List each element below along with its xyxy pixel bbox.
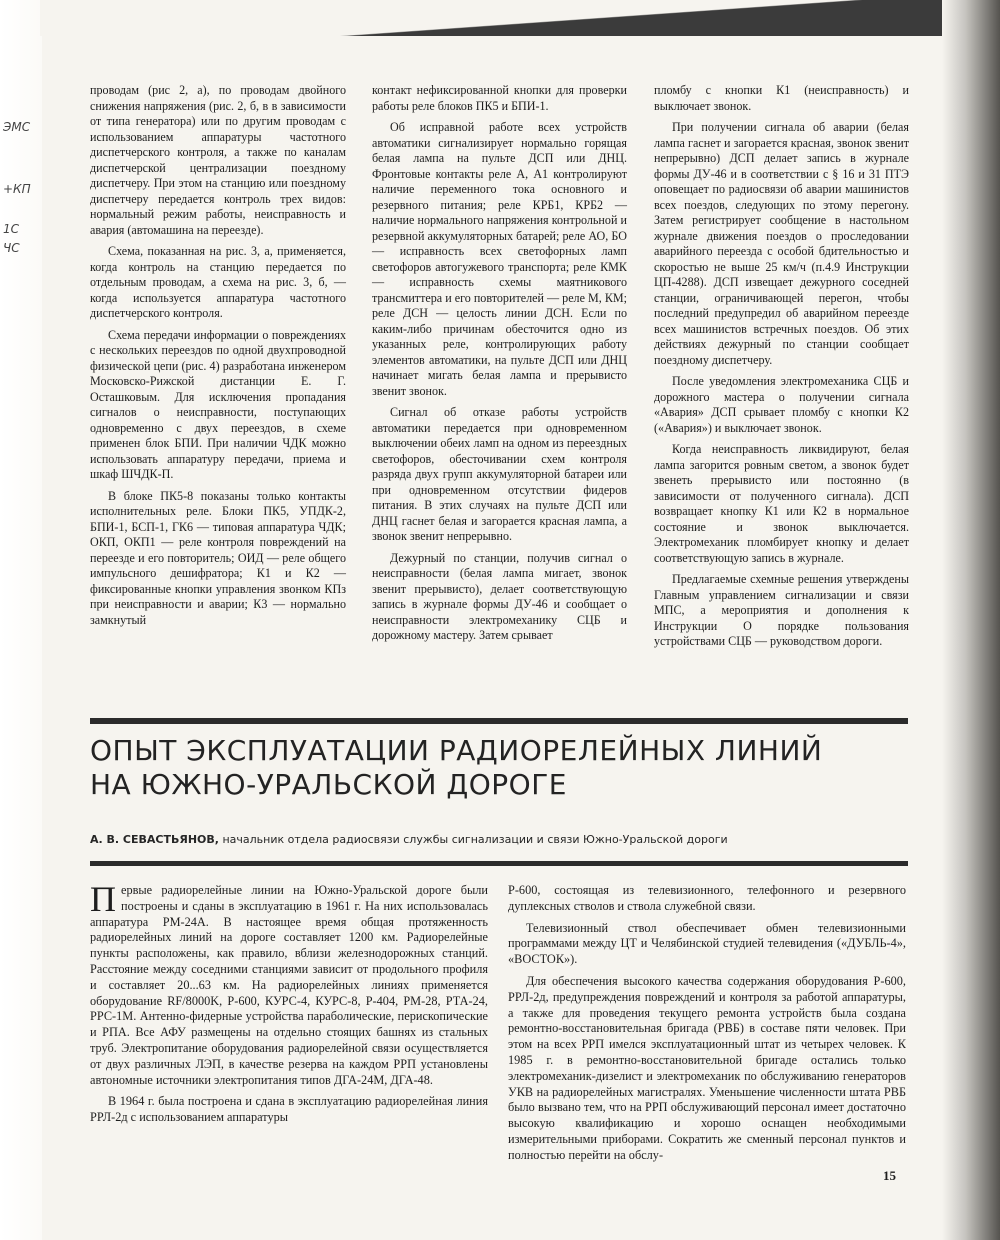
column-1 [90,83,346,634]
paragraph [90,879,488,1088]
paragraph: Р-600, состоящая из телевизионного, телефонного и резервного дуплексных стволов и ствола служебной связи. [508,883,906,913]
paragraph: Когда неисправность ликвидируют, белая лампа загорится ровным светом, а звонок будет звенеть прерывисто или постоянно (в зависимости от полученного сигнала). ДСП возвращает кнопку К1 или К2 в нормальное состояние и звонок выключается. Электромеханик пломбирует кнопку и делает соответствующую запись в журнале. [654,442,909,565]
paragraph: Предлагаемые схемные решения утверждены Главным управлением сигнализации и связи МПС, а мероприятия и дополнения к Инструкции О порядке пользования устройствами СЦБ — руководством дороги. [654,572,909,648]
article-column-right [508,883,906,1170]
paragraph: Телевизионный ствол обеспечивает обмен телевизионными программами между ЦТ и Челябинской студией телевидения («ДУБЛЬ-4», «ВОСТОК»). [508,920,906,967]
margin-note: ЧС [3,241,20,255]
column-3 [654,83,909,656]
scan-right-shadow [942,0,1000,1240]
paragraph: Сигнал об отказе работы устройств автоматики передается при одновременном выключении обеих ламп на одном из переездных светофоров, обесточивании схем контроля разряда двух групп аккумуляторной батареи или при одновременном отсутствии фидеров питания. В этих случаях на пульте ДСП или ДНЦ гаснет белая и загорается красная лампа, а звонок звенит непрерывно. [372,405,627,543]
article-title [90,734,910,802]
paragraph: После уведомления электромеханика СЦБ и дорожного мастера о получении сигнала «Авария» ДСП срывает пломбу с кнопки К2 («Авария») и выключает звонок. [654,374,909,435]
margin-note: +КП [3,182,31,196]
paragraph: В блоке ПК5-8 показаны только контакты исполнительных реле. Блоки ПК5, УПДК-2, БПИ-1, БСП-1, ГК6 — типовая аппаратура ЧДК; ОКП, ОКП1 — реле контроля повреждений на переезде и его повторитель; ОИД — реле общего импульсного дешифратора; К1 и К2 — фиксированные кнопки управления звонком КПз при неисправности и аварии; К3 — нормально замкнутый [90,488,346,627]
paragraph: контакт нефиксированной кнопки для проверки работы реле блоков ПК5 и БПИ-1. [372,83,627,113]
margin-note: 1С [3,222,20,236]
paragraph: проводам (рис 2, а), по проводам двойного снижения напряжения (рис. 2, б, в в зависимости от типа генератора) или по другим проводам с использованием аппаратуры частотного диспетчерского контроля, а также по каналам диспетчерской централизации поездному диспетчеру. При этом на станцию или поездному диспетчеру передается контроль трех видов: нормальный режим работы, неисправность и авария (автомашина на переезде). [90,83,346,237]
paragraph: Для обеспечения высокого качества содержания оборудования Р-600, РРЛ-2д, предупреждения повреждений и контроля за работой аппаратуры, а также для проведения текущего ремонта устройств была создана ремонтно-восстановительная бригада (РВБ) в составе пяти человек. При этом на всех РРП имелся эксплуатационный штат из четырех человек. К 1985 г. в ремонтно-восстановительной бригаде остались только электромеханик-дизелист и электромеханик по обслуживанию генераторов УКВ на радиорелейных магистралях. Уменьшение численности штата РВБ было вызвано тем, что на РРП обслуживающий персонал имеет достаточно высокую квалификацию и хорошо оснащен необходимыми измерительными приборами. Сократить же сменный персонал пунктов и полностью перейти на обслу- [508,973,906,1162]
byline [90,833,910,846]
author-role: начальник отдела радиосвязи службы сигнализации и связи Южно-Уральской дороги [222,833,728,846]
paragraph-text: ервые радиорелейные линии на Южно-Уральской дороге были построены и сданы в эксплуатацию в 1961 г. На них использовалась аппаратура РМ-24А. В настоящее время общая протяженность радиорелейных линий на дороге составляет 1200 км. Радиорелейные пункты расположены, как правило, вблизи железнодорожных станций. Расстояние между соседними станциями зависит от продольного профиля и составляет 20...63 км. На радиорелейных линиях применяется оборудование RF/8000K, Р-600, КУРС-4, КУРС-8, Р-404, РМ-28, РТА-24, РРС-1М. Антенно-фидерные устройства параболические, перископические и РПА. Все АФУ размещены на отдельно стоящих башнях из стальных труб. Электропитание оборудования радиорелейной связи осуществляется от двух различных ЛЭП, в качестве резерва на каждом РРП установлены автономные источники электропитания типов ДГА-24М, ДГА-48. [90,883,488,1087]
scan-top-shadow [40,0,1000,36]
article-column-left [90,879,488,1132]
paragraph: Схема, показанная на рис. 3, а, применяется, когда контроль на станцию передается по отдельным проводам, а схема на рис. 3, б, — когда используется аппаратура частотного диспетчерского контроля. [90,244,346,320]
paragraph: В 1964 г. была построена и сдана в эксплуатацию радиорелейная линия РРЛ-2д с использованием аппаратуры [90,1094,488,1125]
section-rule-top [90,718,908,724]
author-name: А. В. СЕВАСТЬЯНОВ, [90,833,219,846]
page-number: 15 [883,1168,896,1183]
column-2 [372,83,627,650]
article-title-line: НА ЮЖНО-УРАЛЬСКОЙ ДОРОГЕ [90,768,567,801]
paragraph: Об исправной работе всех устройств автоматики сигнализирует нормально горящая белая лампа на пульте ДСП или ДНЦ. Фронтовые контакты реле А, А1 контролируют наличие переменного тока основного и резервного питания; реле КРБ1, КРБ2 — наличие нормального напряжения контрольной и резервной аккумуляторных батарей; реле АО, БО — исправность всех светофорных ламп светофоров автогужевого транспорта; реле КМК — исправность схемы маятникового трансмиттера и его повторителей — реле М, КМ; реле ДСН — целость линии ДСН. Если по каким-либо причинам обесточится одно из указанных реле, контролирующих работу элементов автоматики, на пульте ДСП или ДНЦ начинает мигать белая лампа и прерывисто звенит звонок. [372,120,627,398]
paragraph: Схема передачи информации о повреждениях с нескольких переездов по одной двухпроводной физической цепи (рис. 4) разработана инженером Московско-Рижской дистанции Е. Г. Осташковым. Для исключения пропадания сигналов о неисправности, поступающих одновременно с двух переездов, в схеме применен блок БПИ. При наличии ЧДК можно использовать аппаратуру передачи, приема и шкаф ШЧДК-П. [90,327,346,481]
paragraph: пломбу с кнопки К1 (неисправность) и выключает звонок. [654,83,909,113]
article-title-line: ОПЫТ ЭКСПЛУАТАЦИИ РАДИОРЕЛЕЙНЫХ ЛИНИЙ [90,734,823,767]
drop-cap: П [90,879,116,919]
paragraph: При получении сигнала об аварии (белая лампа гаснет и загорается красная, звонок звенит непрерывно) ДСП делает запись в журнале формы ДУ-46 и в соответствии с § 16 и 31 ПТЭ оповещает по радиосвязи об аварии машинистов всех поездов, следующих по этому перегону. Затем регистрирует сообщение в настольном журнале движения поездов о проследовании аварийного переезда с особой бдительностью и скоростью не выше 25 км/ч (п.4.9 Инструкции ЦП-4288). ДСП извещает дежурного соседней станции, ограничивающей перегон, чтобы последний предупредил об аварийном переезде всех машинистов встречных поездов. Об этих действиях дежурный по станции сообщает поездному диспетчеру. [654,120,909,367]
margin-note: ЭМС [3,120,31,134]
section-rule-bottom [90,861,908,866]
paragraph: Дежурный по станции, получив сигнал о неисправности (белая лампа мигает, звонок звенит прерывисто), делает соответствующую запись в журнале формы ДУ-46 и сообщает о неисправности электромеханику СЦБ и дорожному мастеру. Затем срывает [372,550,627,642]
